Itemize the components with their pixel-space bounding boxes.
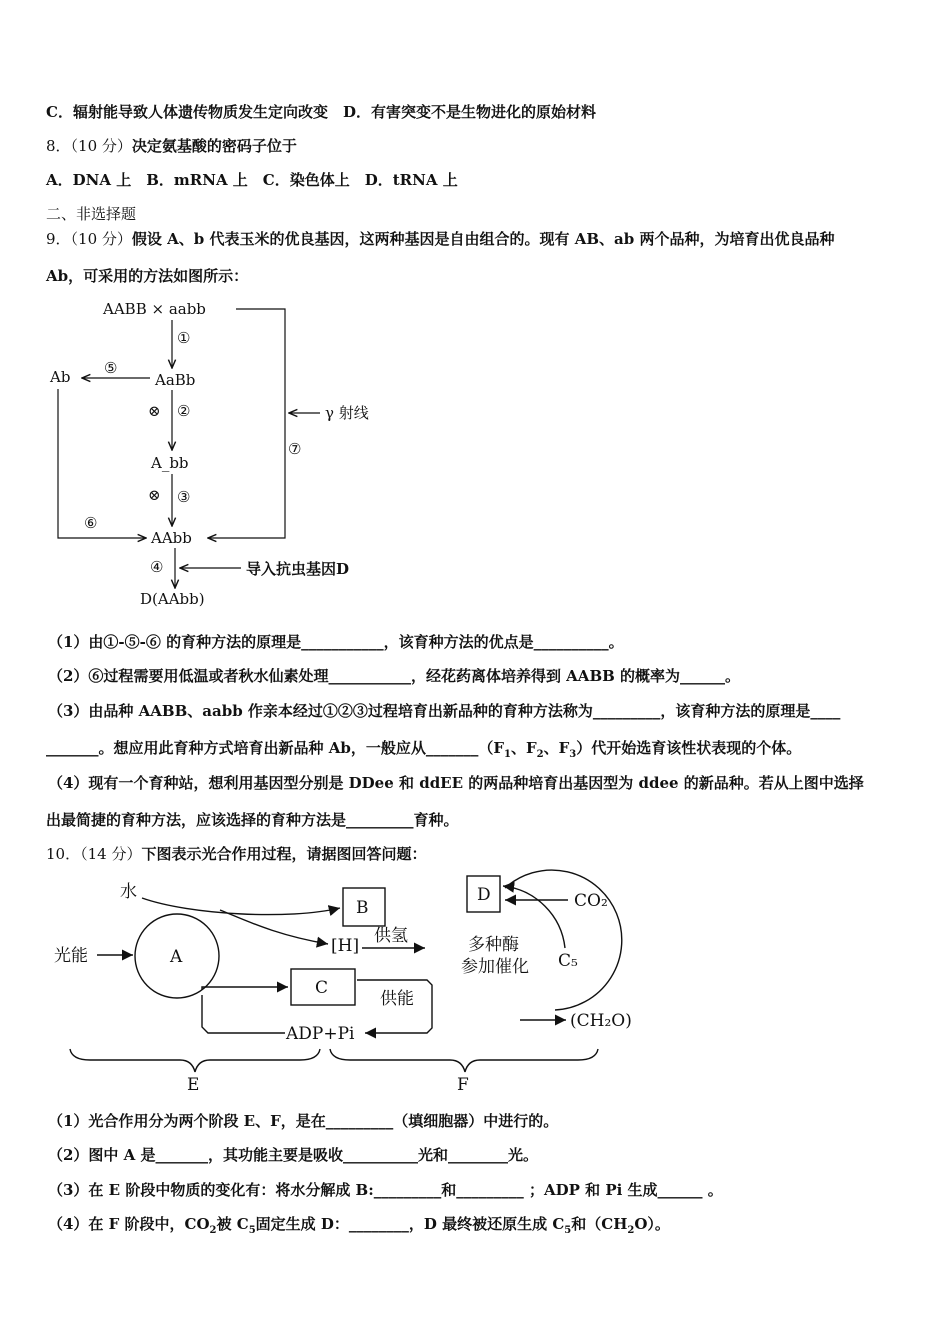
q10-part4-post: 和（CH bbox=[571, 1215, 628, 1233]
f1-sub: 1 bbox=[504, 749, 511, 760]
label-c: C bbox=[315, 978, 329, 998]
c5-sub-2: 5 bbox=[564, 1225, 572, 1236]
q9-part4-line2: 出最简捷的育种方法，应该选择的育种方法是_________育种。 bbox=[46, 811, 459, 829]
adp-to-a bbox=[202, 995, 285, 1033]
q9-part1: （1）由①-⑤-⑥ 的育种方法的原理是___________，该育种方法的优点是__________。 bbox=[48, 633, 624, 651]
brace-e bbox=[70, 1049, 320, 1072]
supply-energy-label: 供能 bbox=[380, 989, 414, 1009]
q7-options: C．辐射能导致人体遗传物质发生定向改变 D．有害突变不是生物进化的原始材料 bbox=[46, 103, 596, 121]
q9-part2: （2）⑥过程需要用低温或者秋水仙素处理___________，经花药离体培养得到 AABB 的概率为______。 bbox=[48, 667, 741, 685]
label-b: B bbox=[356, 898, 369, 918]
q9-part3-post: ）代开始选育该性状表现的个体。 bbox=[576, 739, 802, 757]
co2-label: CO₂ bbox=[574, 891, 608, 911]
section-heading: 二、非选择题 bbox=[46, 205, 137, 223]
intermediate-genotype: A_bb bbox=[151, 454, 189, 472]
q9-part3-line1: （3）由品种 AABB、aabb 作亲本经过①②③过程培育出新品种的育种方法称为_________，该育种方法的原理是____ bbox=[48, 702, 841, 720]
q9-number: 9．（10 分） bbox=[46, 230, 132, 248]
q10-part4-pre: （4）在 F 阶段中，CO bbox=[48, 1215, 210, 1233]
step-5: ⑤ bbox=[104, 359, 118, 377]
light-label: 光能 bbox=[54, 946, 88, 966]
f1-aabb: AaBb bbox=[155, 371, 196, 389]
q8-text: 决定氨基酸的密码子位于 bbox=[131, 137, 297, 155]
enzyme-label-2: 参加催化 bbox=[461, 957, 529, 977]
q10-number: 10．（14 分） bbox=[46, 845, 142, 863]
q9-part4-line1: （4）现有一个育种站，想利用基因型分别是 DDee 和 ddEE 的两品种培育出基因型为 ddee 的新品种。若从上图中选择 bbox=[48, 774, 864, 792]
final-genotype: D(AAbb) bbox=[140, 590, 205, 608]
c5-sub: 5 bbox=[248, 1225, 256, 1236]
ch2o-label: (CH₂O) bbox=[570, 1011, 632, 1031]
label-d: D bbox=[477, 885, 491, 905]
water-arrow bbox=[142, 898, 340, 915]
water-label: 水 bbox=[120, 882, 137, 902]
c5-label: C₅ bbox=[558, 951, 578, 971]
f3-sub: 3 bbox=[569, 749, 577, 760]
brace-f bbox=[330, 1049, 598, 1072]
adp-label: ADP+Pi bbox=[286, 1024, 355, 1044]
q8-options: A．DNA 上 B．mRNA 上 C．染色体上 D．tRNA 上 bbox=[46, 171, 458, 189]
q9-stem-line2: Ab，可采用的方法如图所示： bbox=[46, 267, 249, 285]
step-2: ② bbox=[177, 402, 191, 420]
q10-part4-end: O）。 bbox=[634, 1215, 670, 1233]
q10-text: 下图表示光合作用过程，请据图回答问题： bbox=[141, 845, 427, 863]
ch2o-sub: 2 bbox=[627, 1225, 635, 1236]
selfing-symbol-2: ⊗ bbox=[148, 486, 161, 504]
a-to-c-arrow bbox=[202, 987, 288, 990]
q10-part4 bbox=[48, 1214, 670, 1234]
target-genotype: AAbb bbox=[151, 529, 192, 547]
selfing-symbol-1: ⊗ bbox=[148, 402, 161, 420]
label-h: [H] bbox=[331, 936, 360, 956]
q10-part1: （1）光合作用分为两个阶段 E、F，是在_________（填细胞器）中进行的。 bbox=[48, 1112, 559, 1130]
q10-part4-mid1: 被 C bbox=[216, 1215, 249, 1233]
q9-part3-sep1: 、F bbox=[510, 739, 537, 757]
q8-number: 8．（10 分） bbox=[46, 137, 132, 155]
q10-part4-mid2: 固定生成 D：________，D 最终被还原生成 C bbox=[255, 1215, 565, 1233]
step-7: ⑦ bbox=[288, 440, 302, 458]
stage-f-label: F bbox=[457, 1075, 469, 1095]
supply-h-label: 供氢 bbox=[374, 926, 408, 946]
step-4: ④ bbox=[150, 558, 164, 576]
label-a: A bbox=[170, 947, 183, 967]
q10-part2: （2）图中 A 是_______，其功能主要是吸收__________光和________光。 bbox=[48, 1146, 539, 1164]
step-1: ① bbox=[177, 329, 191, 347]
step-6: ⑥ bbox=[84, 514, 98, 532]
parents-cross: AABB × aabb bbox=[103, 300, 206, 318]
f2-sub: 2 bbox=[536, 749, 544, 760]
insert-gene-label: 导入抗虫基因D bbox=[246, 560, 350, 578]
q9-text: 假设 A、b 代表玉米的优良基因，这两种基因是自由组合的。现有 AB、ab 两个品种，为培育出优良品种 bbox=[131, 230, 835, 248]
enzyme-label-1: 多种酶 bbox=[468, 935, 519, 955]
q9-part3-pre: _______。想应用此育种方式培育出新品种 Ab，一般应从_______（F bbox=[46, 739, 505, 757]
step-3: ③ bbox=[177, 488, 191, 506]
co2-sub: 2 bbox=[209, 1225, 217, 1236]
stage-e-label: E bbox=[187, 1075, 200, 1095]
gamma-label: γ 射线 bbox=[325, 404, 369, 422]
q10-part3: （3）在 E 阶段中物质的变化有：将水分解成 B:_________和_________ ；ADP 和 Pi 生成______ 。 bbox=[48, 1181, 723, 1199]
q9-part3-sep2: 、F bbox=[543, 739, 570, 757]
haploid-ab: Ab bbox=[50, 368, 71, 386]
